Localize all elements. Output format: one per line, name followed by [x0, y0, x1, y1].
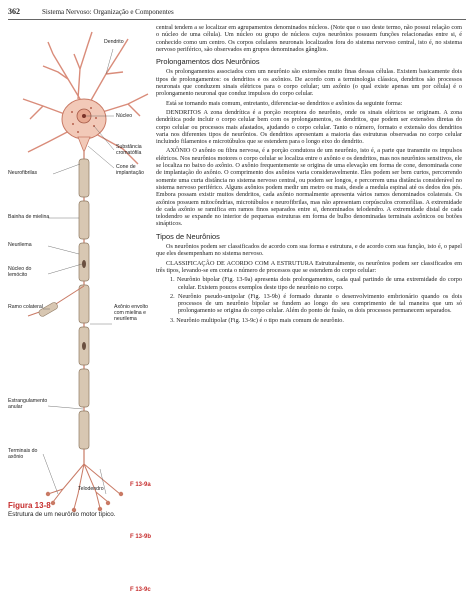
- paragraph: Está se tornando mais comum, entretanto, diferenciar-se dendritos e axônios da seguinte forma:: [166, 99, 403, 107]
- paragraph: CLASSIFICAÇÃO DE ACORDO COM A ESTRUTURA Estruturalmente, os neurônios podem ser classificados em três tipos, levando-se em conta o número de processos que se estendem do corpo celular:: [156, 259, 462, 274]
- label-axonio: Axônio envolto com mielina e neurilema: [114, 304, 149, 322]
- figure-caption: [8, 502, 123, 518]
- running-title: Sistema Nervoso: Organização e Componentes: [42, 8, 174, 16]
- list-item: 3. Neurônio multipolar (Fig. 13-9c) é o tipo mais comum de neurônio.: [170, 316, 344, 324]
- label-neurilema: Neurilema: [8, 242, 32, 248]
- paragraph: central tendem a se localizar em agrupamentos denominados núcleos. (Note que o uso deste termo, não possui relação com o núcleo de uma célula). Um núcleo ou grupo de núcleos cujos neurônios possuem funções relacionadas entre si, é conhecido como um centro. Os corpos celulares neuronais localizados fora do sistema nervoso central, isto é, no sistema nervoso periférico, são observados em grupos denominados gânglios.: [156, 24, 462, 53]
- section-heading: Prolongamentos dos Neurônios: [156, 57, 260, 67]
- axon-hillock: [78, 137, 90, 152]
- paragraph: Os neurônios podem ser classificados de acordo com sua forma e estrutura, e de acordo com sua função, isto é, o papel que eles desempenham no sistema nervoso.: [156, 243, 462, 258]
- label-dendrito: Dendrito: [104, 39, 124, 45]
- paragraph: DENDRITOS A zona dendrítica é a porção receptora do neurônio, onde os sinais elétricos se originam. A zona dendrítica pode incluir o corpo celular bem com os prolongamentos, os dendritos, que podem ser extensões diretas do corpo celular ou processos mais afastados, ajudando o corpo celular. Tanto o número, formato e extensão dos dendritos varia nos diferentes tipos de neurônios. Os dendritos apresentam a maioria das estruturas observadas no corpo celular incluindo filamentos e microtúbulos que se estendem para o longo eixo do dendrito.: [156, 108, 462, 146]
- section-heading: Tipos de Neurônios: [156, 231, 220, 241]
- caption-title: Figura 13-8: [8, 501, 51, 510]
- myelin-sheath: [79, 159, 89, 449]
- label-neurofibrilas: Neurofibrilas: [8, 170, 38, 176]
- fig-ref-a: F 13-9a: [130, 482, 151, 488]
- page-number: 362: [8, 7, 20, 16]
- paragraph: Os prolongamentos associados com um neurônio são extensões muito finas dessas células. Existem basicamente dois tipos de prolongamentos: os dendritos e os axônios. De acordo com a terminologia clássica, dendritos são processos neuronais que conduzem sinais elétricos para o corpo celular; um axônio (o qual existe apenas um por célula) é o prolongamento neuronal que conduz impulsos do corpo celular.: [156, 68, 462, 98]
- label-cone: Cone de implantação: [116, 164, 144, 176]
- page-header: [8, 5, 466, 20]
- label-estrangulamento: Estrangulamento anular: [8, 398, 48, 410]
- list-item: 2. Neurônio pseudo-unipolar (Fig. 13-9b) é formado durante o desenvolvimento embrionário quando os dois processos de um neurônio bipolar se fundem ao longo do seu comprimento de tal maneira que um só prolongamento se origina do corpo celular. Além do ponto de fusão, os dois processos permanecem separados.: [170, 292, 462, 315]
- label-bainha: Bainha de mielina: [8, 214, 50, 220]
- label-nucleo: Núcleo: [116, 113, 133, 119]
- paragraph: AXÔNIO O axônio ou fibra nervosa, é a porção condutora de um neurônio, isto é, a parte que transmite os impulsos elétricos. Nos neurônios motores o corpo celular se localiza entre o axônio e os dendritos, mas nos neurônios sensitivos, ele se localiza no baixo do axônio. O axônio frequentemente se origina de uma elevação em forma de cone, denominada cone de implantação do axônio. O comprimento dos axônios varia consideravelmente. Eles podem ser bem curtos, percorrendo somente uma curta distância no sistema nervoso central, ou podem ser longos, e percorrem uma distância considerável no sistema nervoso periférico. Alguns axônios podem medir um metro ou mais, desde a medula espinal até os dedos dos pés. Embora possam existir muitos dendritos, cada axônio normalmente apresenta vários ramos denominados colaterais. Os axônios possuem mitocôndrias, microtúbulos e neurofibrilas, mas não apresentam corpúsculos cromofílias. A extremidade de cada axônio se ramifica em ramos finos separados entre si, denominados telodendro. A extremidade distal de cada telodendro se expande no interior de pequenas estruturas em forma de bulbo denominadas terminais axônicos ou botões sinápticos.: [156, 147, 462, 228]
- nucleolus: [82, 114, 86, 118]
- list-item: 1. Neurônio bipolar (Fig. 13-9a) apresenta dois prolongamentos, cada qual partindo de uma extremidade do corpo celular. Existem poucos exemplos deste tipo de neurônio no corpo.: [170, 276, 462, 291]
- caption-text: Estrutura de um neurônio motor típico.: [8, 511, 116, 518]
- label-nucleo-lemocito: Núcleo do lemócito: [8, 266, 32, 278]
- fig-ref-c: F 13-9c: [130, 587, 151, 593]
- label-substancia: Substância cromatófila: [116, 144, 142, 156]
- label-ramo: Ramo colateral: [8, 304, 43, 310]
- neuron-types-list: [170, 276, 462, 324]
- label-telodendro: Telodendro: [78, 486, 104, 492]
- label-terminais: Terminais do axônio: [8, 448, 38, 460]
- text-column: [156, 24, 462, 326]
- collateral-branch: [28, 286, 84, 316]
- fig-ref-b: F 13-9b: [130, 534, 152, 540]
